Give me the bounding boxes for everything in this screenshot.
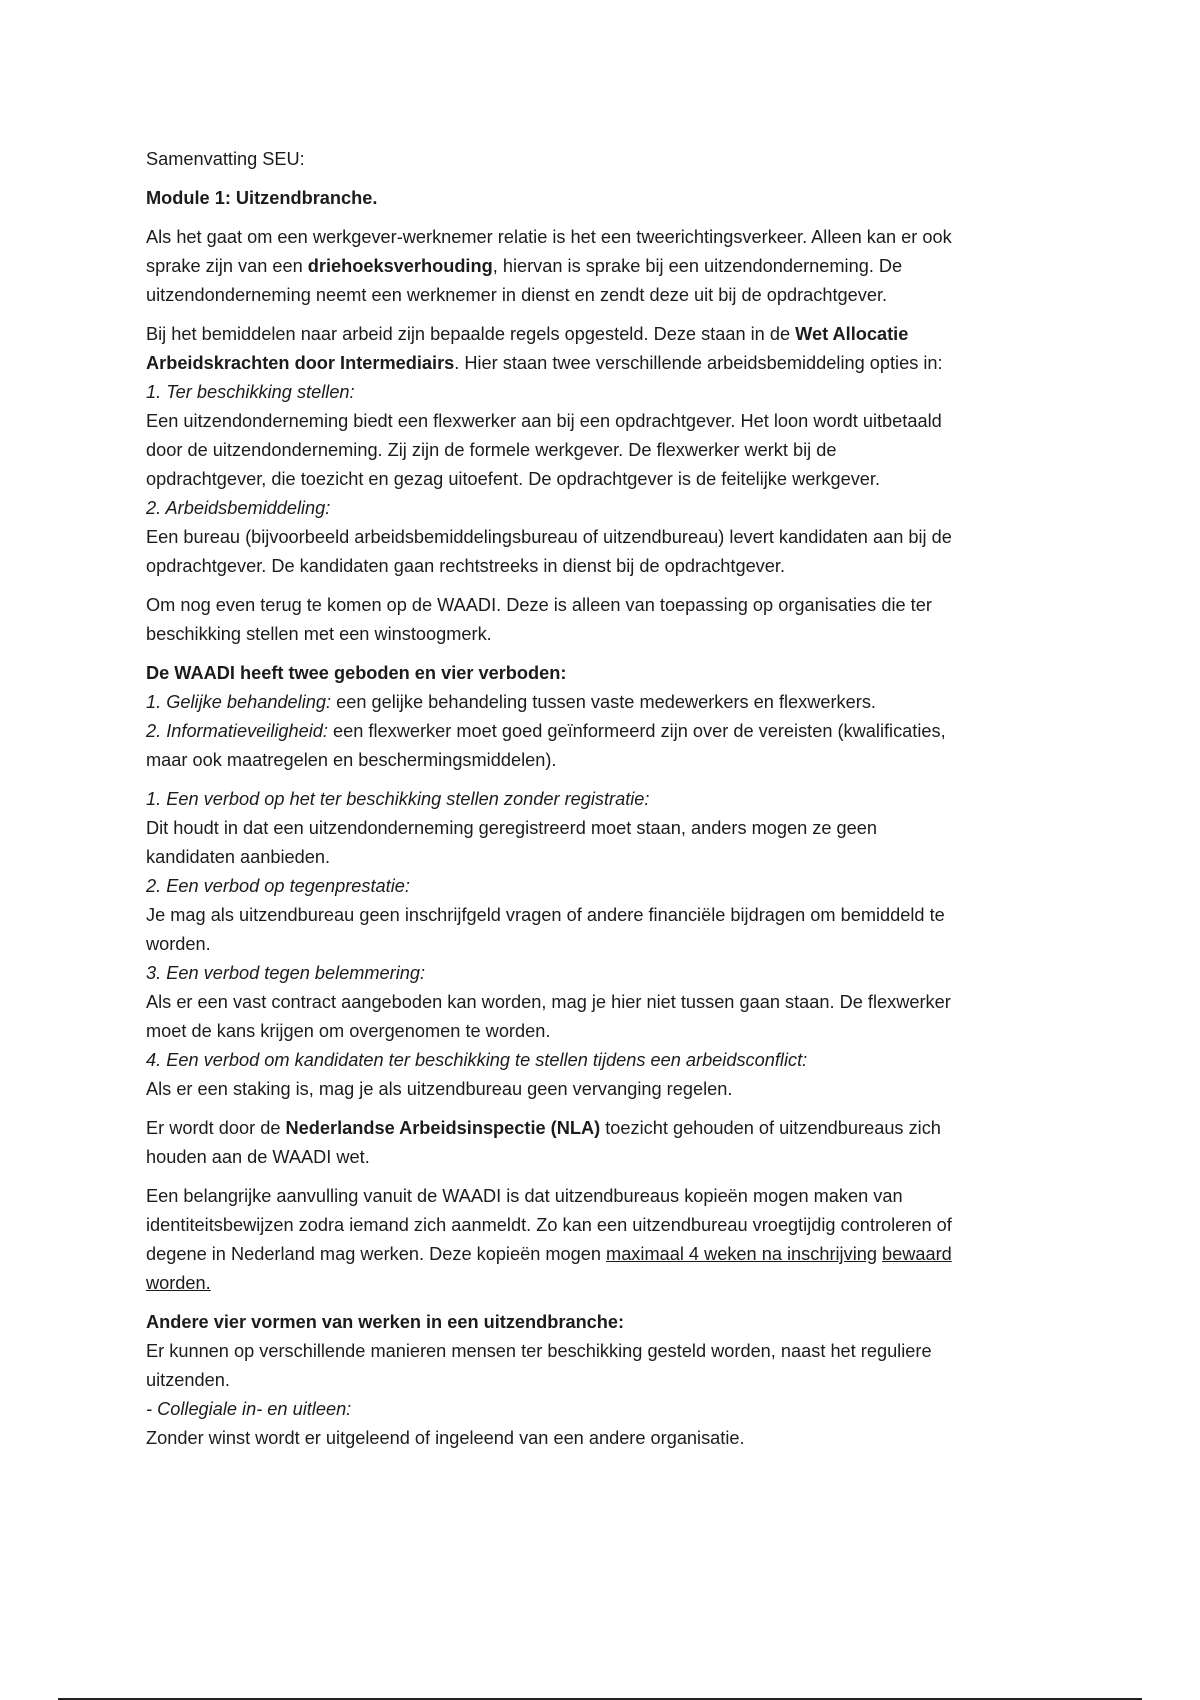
option-label (146, 494, 1066, 523)
paragraph-waadi-scope (146, 591, 1066, 649)
italic-label: 2. Een verbod op tegenprestatie: (146, 876, 410, 896)
text-line: uitzenden. (146, 1370, 230, 1390)
paragraph-verboden (146, 785, 1066, 1104)
text-line: opdrachtgever. De kandidaten gaan rechtstreeks in dienst bij de opdrachtgever. (146, 556, 785, 576)
text-run: Bij het bemiddelen naar arbeid zijn bepaalde regels opgesteld. Deze staan in de (146, 324, 796, 344)
italic-label: - Collegiale in- en uitleen: (146, 1399, 352, 1419)
bold-heading: Andere vier vormen van werken in een uitzendbranche: (146, 1312, 625, 1332)
text-line: Als het gaat om een werkgever-werknemer relatie is het een tweerichtingsverkeer. Alleen kan er ook (146, 227, 952, 247)
text-run: , hiervan is sprake bij een uitzendonderneming. De (492, 256, 903, 276)
text-line: worden. (146, 934, 211, 954)
text-line: Om nog even terug te komen op de WAADI. Deze is alleen van toepassing op organisaties die ter (146, 595, 932, 615)
option-label (146, 378, 1066, 407)
paragraph-kopieen (146, 1182, 1066, 1298)
paragraph-waadi-intro (146, 320, 1066, 581)
underlined-text: worden. (146, 1273, 211, 1293)
text-line: Als er een staking is, mag je als uitzendbureau geen vervanging regelen. (146, 1079, 733, 1099)
paragraph-geboden (146, 659, 1066, 775)
list-item-label (146, 1395, 1066, 1424)
bold-term: driehoeksverhouding (307, 256, 493, 276)
text-line: Zonder winst wordt er uitgeleend of ingeleend van een andere organisatie. (146, 1428, 745, 1448)
underlined-text: bewaard (882, 1244, 952, 1264)
text-run: een flexwerker moet goed geïnformeerd zijn over de vereisten (kwalificaties, (327, 721, 946, 741)
text-line: houden aan de WAADI wet. (146, 1147, 370, 1167)
text-line: door de uitzendonderneming. Zij zijn de formele werkgever. De flexwerker werkt bij de (146, 440, 837, 460)
text-line: identiteitsbewijzen zodra iemand zich aanmeldt. Zo kan een uitzendbureau vroegtijdig controleren of (146, 1215, 952, 1235)
text-line: Een bureau (bijvoorbeeld arbeidsbemiddelingsbureau of uitzendbureau) levert kandidaten aan bij de (146, 527, 952, 547)
text-line (146, 252, 1066, 281)
text-run: degene in Nederland mag werken. Deze kopieën mogen (146, 1244, 607, 1264)
text-line: Als er een vast contract aangeboden kan worden, mag je hier niet tussen gaan staan. De flexwerker (146, 992, 951, 1012)
text-run: sprake zijn van een (146, 256, 308, 276)
verbod-label (146, 1046, 1066, 1075)
document-title: Samenvatting SEU: (146, 149, 305, 169)
paragraph-andere-vormen (146, 1308, 1066, 1453)
italic-label: 3. Een verbod tegen belemmering: (146, 963, 426, 983)
text-line: kandidaten aanbieden. (146, 847, 331, 867)
verbod-label (146, 785, 1066, 814)
text-line: Er kunnen op verschillende manieren mensen ter beschikking gesteld worden, naast het reguliere (146, 1341, 932, 1361)
bold-term: Wet Allocatie (795, 324, 909, 344)
text-line: Een uitzendonderneming biedt een flexwerker aan bij een opdrachtgever. Het loon wordt uitbetaald (146, 411, 942, 431)
text-run: een gelijke behandeling tussen vaste medewerkers en flexwerkers. (331, 692, 876, 712)
text-line: maar ook maatregelen en beschermingsmiddelen). (146, 750, 557, 770)
text-line (146, 1269, 1066, 1298)
text-line: beschikking stellen met een winstoogmerk. (146, 624, 492, 644)
text-line (146, 1114, 1066, 1143)
text-line: opdrachtgever, die toezicht en gezag uitoefent. De opdrachtgever is de feitelijke werkgever. (146, 469, 881, 489)
text-run: Er wordt door de (146, 1118, 286, 1138)
text-line: Je mag als uitzendbureau geen inschrijfgeld vragen of andere financiële bijdragen om bemiddeld te (146, 905, 945, 925)
underlined-text: maximaal 4 weken na inschrijving (606, 1244, 877, 1264)
paragraph-driehoeksverhouding (146, 223, 1066, 310)
bold-term: Nederlandse Arbeidsinspectie (NLA) (285, 1118, 601, 1138)
text-line (146, 688, 1066, 717)
italic-label: 2. Informatieveiligheid: (146, 721, 328, 741)
bold-heading: De WAADI heeft twee geboden en vier verboden: (146, 663, 567, 683)
italic-label: 4. Een verbod om kandidaten ter beschikking te stellen tijdens een arbeidsconflict: (146, 1050, 808, 1070)
module-heading-text: Module 1: Uitzendbranche. (146, 188, 378, 208)
section-heading (146, 659, 1066, 688)
italic-label: 1. Ter beschikking stellen: (146, 382, 355, 402)
text-line (146, 320, 1066, 349)
verbod-label (146, 959, 1066, 988)
text-line (146, 349, 1066, 378)
bold-term: Arbeidskrachten door Intermediairs (146, 353, 455, 373)
text-run: . Hier staan twee verschillende arbeidsbemiddeling opties in: (454, 353, 943, 373)
text-line (146, 717, 1066, 746)
module-heading (146, 184, 1066, 213)
text-line: Een belangrijke aanvulling vanuit de WAADI is dat uitzendbureaus kopieën mogen maken van (146, 1186, 903, 1206)
text-line: Dit houdt in dat een uitzendonderneming geregistreerd moet staan, anders mogen ze geen (146, 818, 878, 838)
text-line: moet de kans krijgen om overgenomen te worden. (146, 1021, 551, 1041)
text-line (146, 1240, 1066, 1269)
document-page (146, 145, 1066, 1463)
text-line: uitzendonderneming neemt een werknemer in dienst en zendt deze uit bij de opdrachtgever. (146, 285, 888, 305)
italic-label: 1. Een verbod op het ter beschikking stellen zonder registratie: (146, 789, 650, 809)
section-heading (146, 1308, 1066, 1337)
text-run: toezicht gehouden of uitzendbureaus zich (600, 1118, 941, 1138)
paragraph-nla (146, 1114, 1066, 1172)
verbod-label (146, 872, 1066, 901)
italic-label: 1. Gelijke behandeling: (146, 692, 332, 712)
italic-label: 2. Arbeidsbemiddeling: (146, 498, 331, 518)
